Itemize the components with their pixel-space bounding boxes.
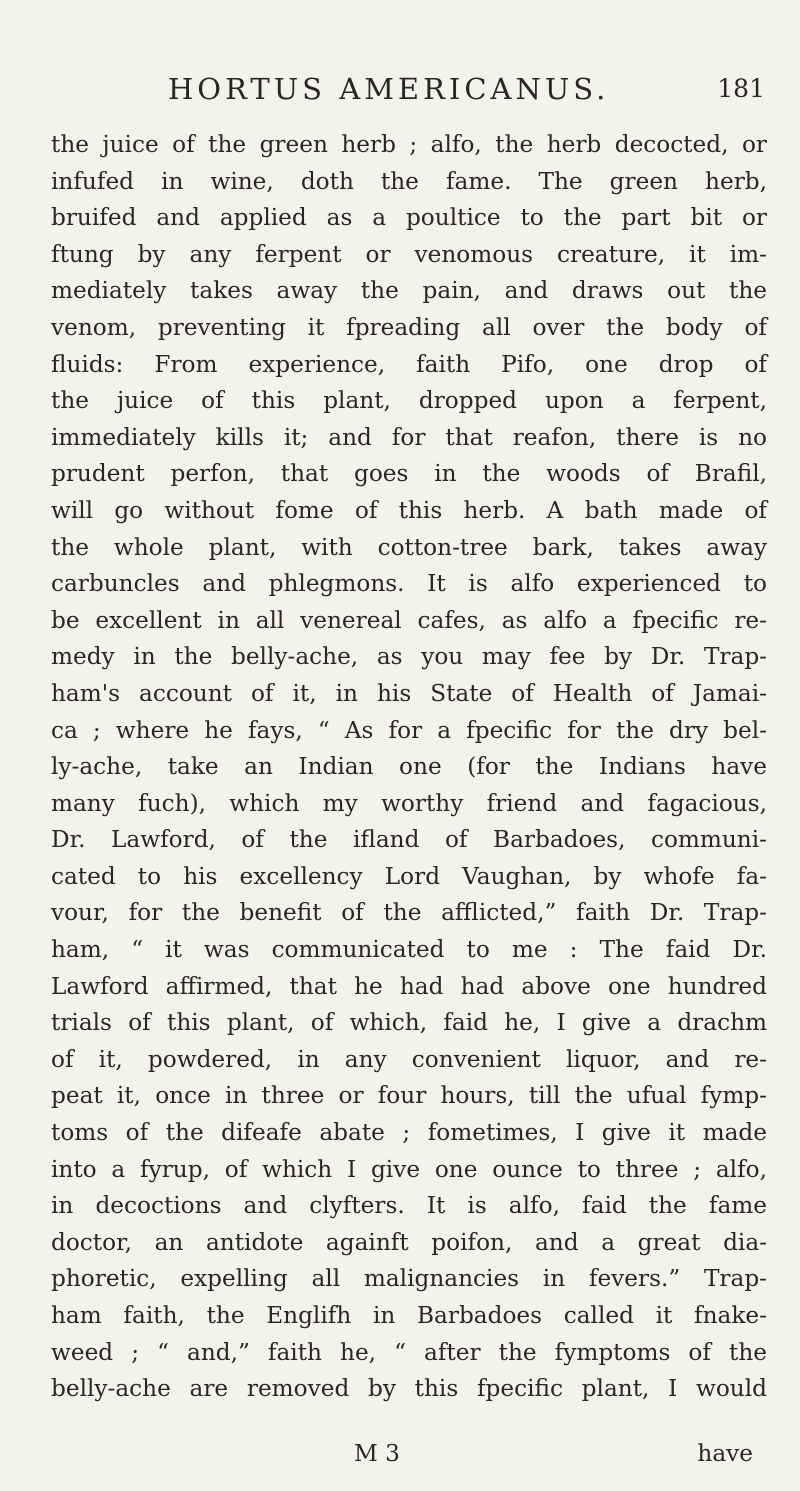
text-line: belly-ache are removed by this fpecific plant, I would (51, 1375, 767, 1403)
text-line: ham's account of it, in his State of Health of Jamai- (51, 679, 767, 707)
text-line: in decoctions and clyfters. It is alfo, faid the fame (51, 1192, 767, 1220)
running-title: HORTUS AMERICANUS. (168, 72, 610, 106)
text-line: weed ; “ and,” faith he, “ after the fymptoms of the (51, 1338, 767, 1366)
text-line: of it, powdered, in any convenient liquor, and re- (51, 1045, 767, 1073)
text-line: doctor, an antidote againft poifon, and a great dia- (51, 1228, 767, 1256)
text-line: toms of the difeafe abate ; fometimes, I give it made (51, 1119, 767, 1147)
text-line: carbuncles and phlegmons. It is alfo experienced to (51, 570, 767, 598)
text-line: Dr. Lawford, of the ifland of Barbadoes, communi- (51, 826, 767, 854)
text-line: medy in the belly-ache, as you may fee by Dr. Trap- (51, 643, 767, 671)
text-line: ham faith, the Englifh in Barbadoes called it fnake- (51, 1302, 767, 1329)
text-line: the whole plant, with cotton-tree bark, takes away (51, 533, 767, 561)
text-line: bruifed and applied as a poultice to the part bit or (51, 204, 767, 232)
text-line: venom, preventing it fpreading all over the body of (51, 313, 767, 341)
text-line: ham, “ it was communicated to me : The faid Dr. (51, 936, 767, 964)
text-line: the juice of this plant, dropped upon a ferpent, (51, 387, 767, 415)
text-line: phoretic, expelling all malignancies in fevers.” Trap- (51, 1265, 767, 1293)
page-footer (51, 1440, 767, 1474)
signature-mark: M 3 (354, 1440, 400, 1467)
text-line: into a fyrup, of which I give one ounce to three ; alfo, (51, 1155, 767, 1183)
text-line: will go without fome of this herb. A bath made of (51, 496, 767, 524)
text-line: cated to his excellency Lord Vaughan, by whofe fa- (51, 862, 767, 890)
text-line: ca ; where he fays, “ As for a fpecific for the dry bel- (51, 716, 767, 744)
text-line: be excellent in all venereal cafes, as alfo a fpecific re- (51, 606, 767, 634)
text-line: immediately kills it; and for that reafon, there is no (51, 423, 767, 451)
text-line: vour, for the benefit of the afflicted,” faith Dr. Trap- (51, 899, 767, 927)
page-number: 181 (717, 74, 765, 103)
text-line: peat it, once in three or four hours, till the ufual fymp- (51, 1082, 767, 1110)
text-line: prudent perfon, that goes in the woods of Brafil, (51, 460, 767, 488)
text-line: mediately takes away the pain, and draws out the (51, 277, 767, 305)
text-line: ly-ache, take an Indian one (for the Indians have (51, 753, 767, 781)
text-line: trials of this plant, of which, faid he, I give a drachm (51, 1009, 767, 1037)
text-line: fluids: From experience, faith Pifo, one drop of (51, 350, 767, 378)
text-line: many fuch), which my worthy friend and fagacious, (51, 789, 767, 817)
running-head (55, 72, 765, 120)
text-line: Lawford affirmed, that he had had above one hundred (51, 972, 767, 1000)
text-line: ftung by any ferpent or venomous creature, it im- (51, 240, 767, 268)
text-line: the juice of the green herb ; alfo, the herb decocted, or (51, 131, 767, 158)
text-line: infufed in wine, doth the fame. The green herb, (51, 167, 767, 195)
catchword: have (697, 1440, 753, 1467)
body-text (51, 127, 767, 1408)
